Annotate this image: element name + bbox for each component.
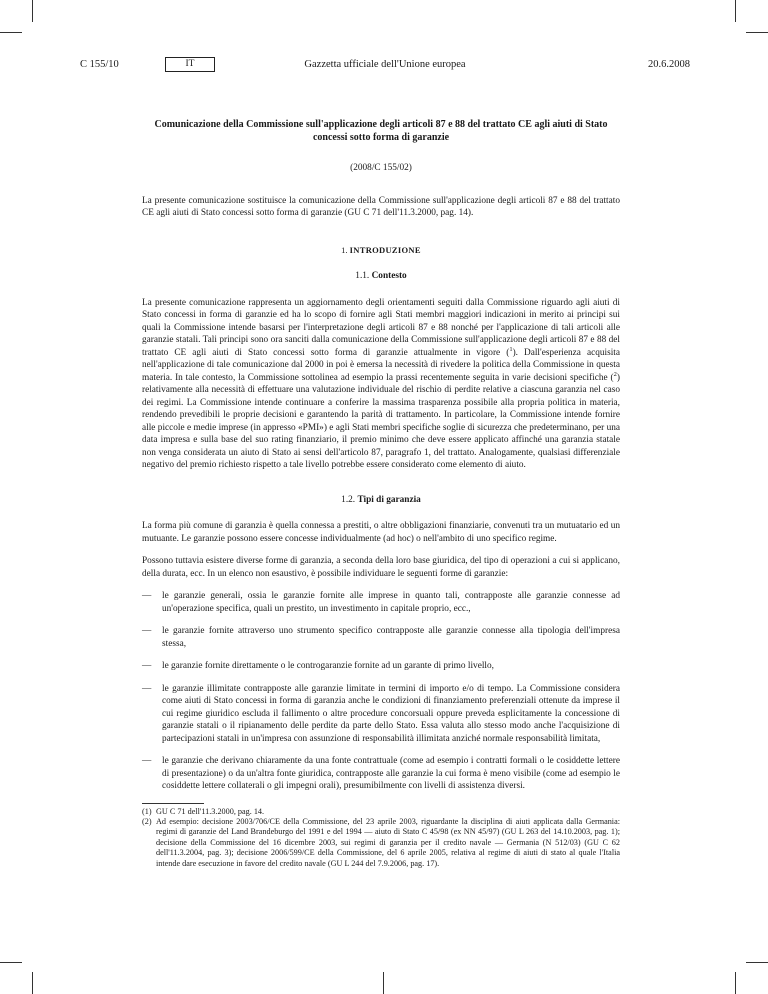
crop-mark [32, 0, 33, 22]
footnote-2 [142, 817, 620, 869]
list-item: — le garanzie fornite attraverso uno strumento specifico contrapposte alle garanzie connesse alla tipologia dell'impresa stessa, [142, 625, 620, 650]
language-badge: IT [165, 57, 215, 72]
guarantee-types-list [142, 590, 620, 793]
section-1-title: INTRODUZIONE [349, 244, 421, 255]
publication-date: 20.6.2008 [648, 59, 690, 70]
page-header [80, 56, 690, 76]
footnote-text: Ad esempio: decisione 2003/706/CE della Commissione, del 23 aprile 2003, riguardante la disciplina di aiuti applicata dalla Germania: regimi di garanzie del Land Brandeburgo del 1991 e del 1994 — aiuto di Stato C 45/98 (ex NN 45/97) (GU L 263 del 14.10.2003, pag. 1); decisione della Commissione del 16 dicembre 2003, sui regimi di garanzia per il credito navale — Germania (N 512/03) (GU C 62 dell'11.3.2004, pag. 3); decisione 2006/599/CE della Commissione, del 6 aprile 2005, relativa al regime di aiuti di stato al quale l'Italia intende dare esecuzione in favore del credito navale (GU L 244 del 7.9.2006, pag. 17). [156, 816, 620, 868]
list-item: — le garanzie che derivano chiaramente da una fonte contrattuale (come ad esempio i contratti formali o le cosiddette lettere di presentazione) o da un'altra fonte giuridica, contrapposte alle garanzie la cui forma è meno visibile (come ad esempio le cosiddette lettere collaterali o gli impegni orali), presumibilmente con livelli di assistenza diversi. [142, 755, 620, 793]
crop-mark [735, 0, 736, 22]
intro-paragraph: La presente comunicazione sostituisce la comunicazione della Commissione sull'applicazione degli articoli 87 e 88 del trattato CE agli aiuti di Stato concessi sotto forma di garanzie (GU C 71 dell'11.3.2000, pag. 14). [142, 195, 620, 218]
section-1-1-number: 1.1. [355, 271, 370, 281]
guarantee-paragraph-1: La forma più comune di garanzia è quella connessa a prestiti, o altre obbligazioni finanziarie, convenuti tra un mutuatario ed un mutuante. Le garanzie possono essere concesse individualmente (ad hoc) o nell'ambito di uno specifico regime. [142, 521, 620, 544]
document-title: Comunicazione della Commissione sull'applicazione degli articoli 87 e 88 del trattato CE agli aiuti di Stato concessi sotto forma di garanzie [154, 119, 608, 143]
footnote-text: GU C 71 dell'11.3.2000, pag. 14. [156, 806, 265, 816]
page-code: C 155/10 [80, 59, 119, 70]
document-reference: (2008/C 155/02) [350, 163, 412, 173]
list-item: — le garanzie fornite direttamente o le controgaranzie fornite ad un garante di primo livello, [142, 660, 620, 673]
section-1-2-heading [142, 494, 620, 507]
footnote-ref-2[interactable]: 2 [613, 370, 617, 378]
section-1-number: 1. [341, 244, 348, 255]
crop-mark [746, 962, 768, 963]
footnote-1 [142, 807, 620, 817]
crop-mark [746, 32, 768, 33]
footnote-number: (1) [142, 806, 152, 816]
footnote-divider [142, 803, 204, 804]
context-text-b: ). Dall'esperienza acquisita nell'applicazione di tale comunicazione dal 2000 in poi è emersa la necessità di rivedere la politica della Commissione in questa materia. In tale contesto, la Commissione sottolinea ad esempio la prassi recentemente seguita in varie decisioni specifiche ( [142, 347, 620, 383]
section-1-1-heading [142, 270, 620, 283]
context-text-c: ) relativamente alla necessità di effettuare una valutazione individuale del rischio di perdite relative a ciascuna garanzia nel caso dei regimi. La Commissione intende continuare a conferire la massima trasparenza possibile alla propria politica in materia, rendendo prevedibili le proprie decisioni e garantendo la parità di trattamento. In particolare, la Commissione intende fornire alle piccole e medie imprese (in appresso «PMI») e agli Stati membri specifiche soglie di sicurezza che predeterminano, per una data impresa e sulla base del suo rating finanziario, il premio minimo che deve essere applicato affinché una garanzia statale non venga considerata un aiuto di Stato ai sensi dell'articolo 87, paragrafo 1, del trattato. Analogamente, qualsiasi differenziale negativo del premio richiesto rispetto a tale livello potrebbe essere considerato come elemento di aiuto. [142, 372, 620, 470]
section-1-2-title: Tipi di garanzia [357, 494, 421, 505]
footnote-number: (2) [142, 816, 152, 826]
section-1-1-title: Contesto [371, 271, 407, 281]
list-item: — le garanzie illimitate contrapposte alle garanzie limitate in termini di importo e/o di tempo. La Commissione considera come aiuti di Stato concessi in forma di garanzia anche le condizioni di finanziamento preferenziali ottenute da imprese il cui regime giuridico escluda il fallimento o altre procedure concorsuali oppure preveda esplicitamente la concessione di garanzie statali o il ripianamento delle perdite da parte dello Stato. Essa valuta allo stesso modo anche l'acquisizione di partecipazioni statali in un'impresa con assunzione di responsabilità illimitata anziché normale responsabilità limitata, [142, 683, 620, 746]
document-body [142, 118, 620, 869]
journal-title: Gazzetta ufficiale dell'Unione europea [304, 59, 466, 70]
footnote-ref-1[interactable]: 1 [509, 345, 513, 353]
section-1-heading [142, 244, 620, 257]
context-paragraph [142, 297, 620, 472]
crop-mark [0, 32, 22, 33]
crop-mark [735, 972, 736, 994]
crop-mark [0, 962, 22, 963]
crop-mark [383, 972, 384, 994]
section-1-2-number: 1.2. [341, 494, 356, 505]
guarantee-paragraph-2: Possono tuttavia esistere diverse forme di garanzia, a seconda della loro base giuridica, del tipo di operazioni a cui si applicano, della durata, ecc. In un elenco non esaustivo, è possibile individuare le seguenti forme di garanzie: [142, 556, 620, 579]
crop-mark [32, 972, 33, 994]
context-text-a: La presente comunicazione rappresenta un aggiornamento degli orientamenti seguiti dalla Commissione riguardo agli aiuti di Stato concessi in forma di garanzie ed ha lo scopo di fornire agli Stati membri maggiori indicazioni in merito ai principi sui quali la Commissione intende basarsi per l'interpretazione degli articoli 87 e 88 nonché per l'applicazione di tali articoli alle garanzie statali. Tali principi sono ora sanciti dalla comunicazione della Commissione sull'applicazione degli articoli 87 e 88 del trattato CE agli aiuti di Stato concessi sotto forma di garanzie attualmente in vigore ( [142, 297, 620, 358]
list-item: — le garanzie generali, ossia le garanzie fornite alle imprese in quanto tali, contrapposte alle garanzie connesse ad un'operazione specifica, quali un prestito, un investimento in capitale proprio, ecc., [142, 590, 620, 615]
